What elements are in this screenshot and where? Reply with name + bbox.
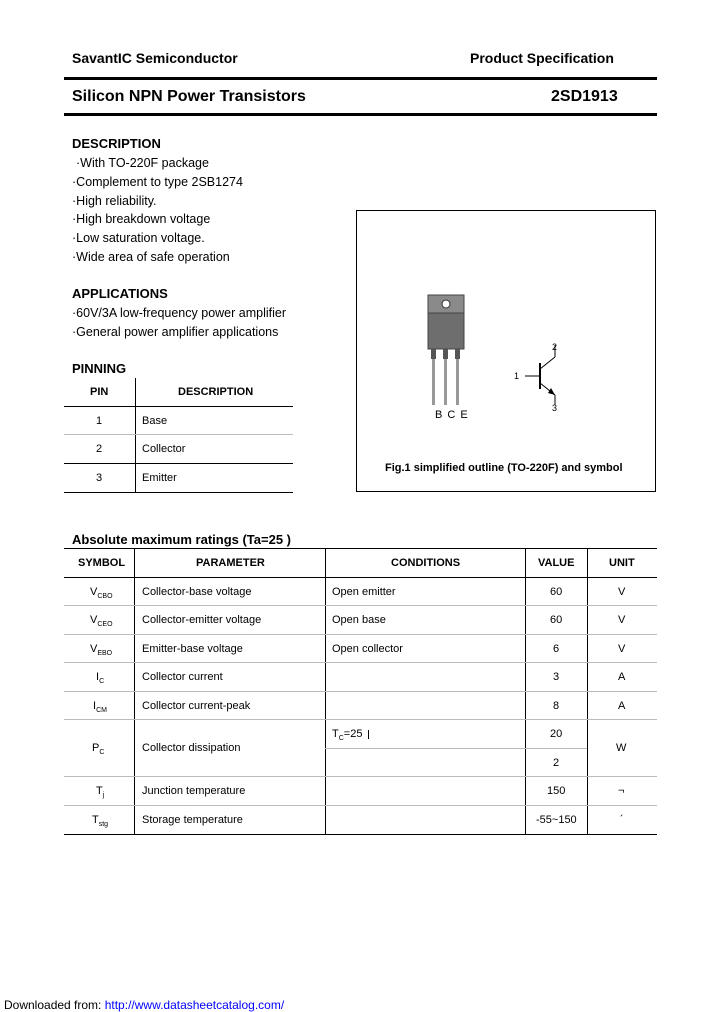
ratings-rule [64,834,657,835]
applications-title: APPLICATIONS [72,286,168,301]
rating-unit: V [618,614,626,626]
pin-table-divider [135,378,136,492]
company-name: SavantIC Semiconductor [72,50,238,66]
degree-artifact [368,730,369,739]
pin-number: 3 [96,472,103,484]
package-outline-drawing [357,211,655,491]
rating-parameter: Storage temperature [142,814,243,826]
figure-box [356,210,656,492]
rating-symbol: $I_C$ [96,671,105,686]
rating-symbol: $I_{CM}$ [93,700,107,715]
rating-parameter: Collector current-peak [142,700,251,712]
rating-condition: Open collector [332,643,403,655]
ratings-col-value: VALUE [538,557,575,569]
ratings-col-conditions: CONDITIONS [391,557,461,569]
pin-column-header: PIN [90,386,109,398]
rating-unit: A [618,671,626,683]
pin-description: Base [142,415,168,427]
rating-value-2: 2 [553,757,560,769]
symbol-pin-3: 3 [552,403,558,413]
rating-unit: ¬ [618,785,625,797]
rating-value: 60 [550,586,563,598]
rating-parameter: Collector current [142,671,223,683]
pin-table-rule [64,434,293,435]
ratings-col-symbol: SYMBOL [78,557,126,569]
rating-condition: $T_C=25$ [332,728,363,743]
ratings-rule [325,748,587,749]
rating-value: -55~150 [536,814,577,826]
pin-number: 2 [96,443,103,455]
header-rule [64,77,657,80]
rating-value: 150 [547,785,566,797]
ratings-rule [64,605,657,606]
ratings-rule [64,577,657,578]
application-item: ·60V/3A low-frequency power amplifier [72,306,286,320]
pin-table-rule [64,463,293,464]
rating-condition: Open emitter [332,586,396,598]
symbol-pin-2: 2 [552,342,558,352]
pin-description: Collector [142,443,186,455]
pin-number: 1 [96,415,103,427]
rating-symbol: $T_j$ [96,785,105,800]
rating-value: 20 [550,728,563,740]
ratings-rule [64,662,657,663]
title-rule [64,113,657,116]
ratings-rule [64,548,657,549]
rating-unit: A [618,700,626,712]
description-item: ·Low saturation voltage. [72,231,205,246]
rating-parameter: Emitter-base voltage [142,643,243,655]
description-title: DESCRIPTION [72,136,161,151]
ratings-col-unit: UNIT [609,557,635,569]
ratings-rule [64,805,657,806]
footer [4,998,284,1012]
description-item: ·High breakdown voltage [72,212,211,227]
product-family: Silicon NPN Power Transistors [72,88,306,105]
rating-unit: V [618,586,626,598]
footer-link[interactable]: http://www.datasheetcatalog.com/ [104,998,285,1012]
rating-value: 8 [553,700,560,712]
ratings-rule [64,776,657,777]
rating-parameter: Collector-emitter voltage [142,614,262,626]
rating-symbol: $V_{CEO}$ [90,614,113,629]
ratings-rule [64,719,657,720]
pin-description-header: DESCRIPTION [178,386,254,398]
application-item: ·General power amplifier applications [72,325,279,339]
ratings-col-parameter: PARAMETER [196,557,265,569]
ratings-rule [64,691,657,692]
rating-value: 6 [553,643,560,655]
part-number: 2SD1913 [551,88,618,105]
rating-condition: Open base [332,614,386,626]
rating-value: 60 [550,614,563,626]
pin-table-rule [64,492,293,493]
pinning-title: PINNING [72,361,127,376]
symbol-pin-1: 1 [514,371,520,381]
rating-symbol: $V_{CBO}$ [90,586,113,601]
rating-parameter: Junction temperature [142,785,246,797]
footer-prefix: Downloaded from: [4,998,105,1012]
description-item: ·With TO-220F package [76,156,209,170]
figure-caption: Fig.1 simplified outline (TO-220F) and symbol [385,462,623,474]
rating-symbol: $V_{EBO}$ [90,643,113,658]
rating-unit: ´ [620,814,624,826]
rating-parameter: Collector dissipation [142,742,241,754]
ratings-title: Absolute maximum ratings (Ta=25 ) [72,532,292,547]
rating-parameter: Collector-base voltage [142,586,252,598]
description-item: ·High reliability. [72,193,157,208]
applications-list [72,304,286,342]
description-item: ·Wide area of safe operation [72,249,230,264]
pin-table-rule [64,406,293,407]
rating-symbol: $P_C$ [92,742,105,757]
package-pin-labels: B C E [435,409,469,421]
rating-value: 3 [553,671,560,683]
rating-symbol: $T_{stg}$ [92,814,109,829]
pin-description: Emitter [142,472,177,484]
doc-type: Product Specification [470,50,614,66]
rating-unit: W [616,742,627,754]
rating-unit: V [618,643,626,655]
description-item: ·Complement to type 2SB1274 [72,174,243,189]
ratings-rule [64,634,657,635]
description-list [72,154,243,267]
